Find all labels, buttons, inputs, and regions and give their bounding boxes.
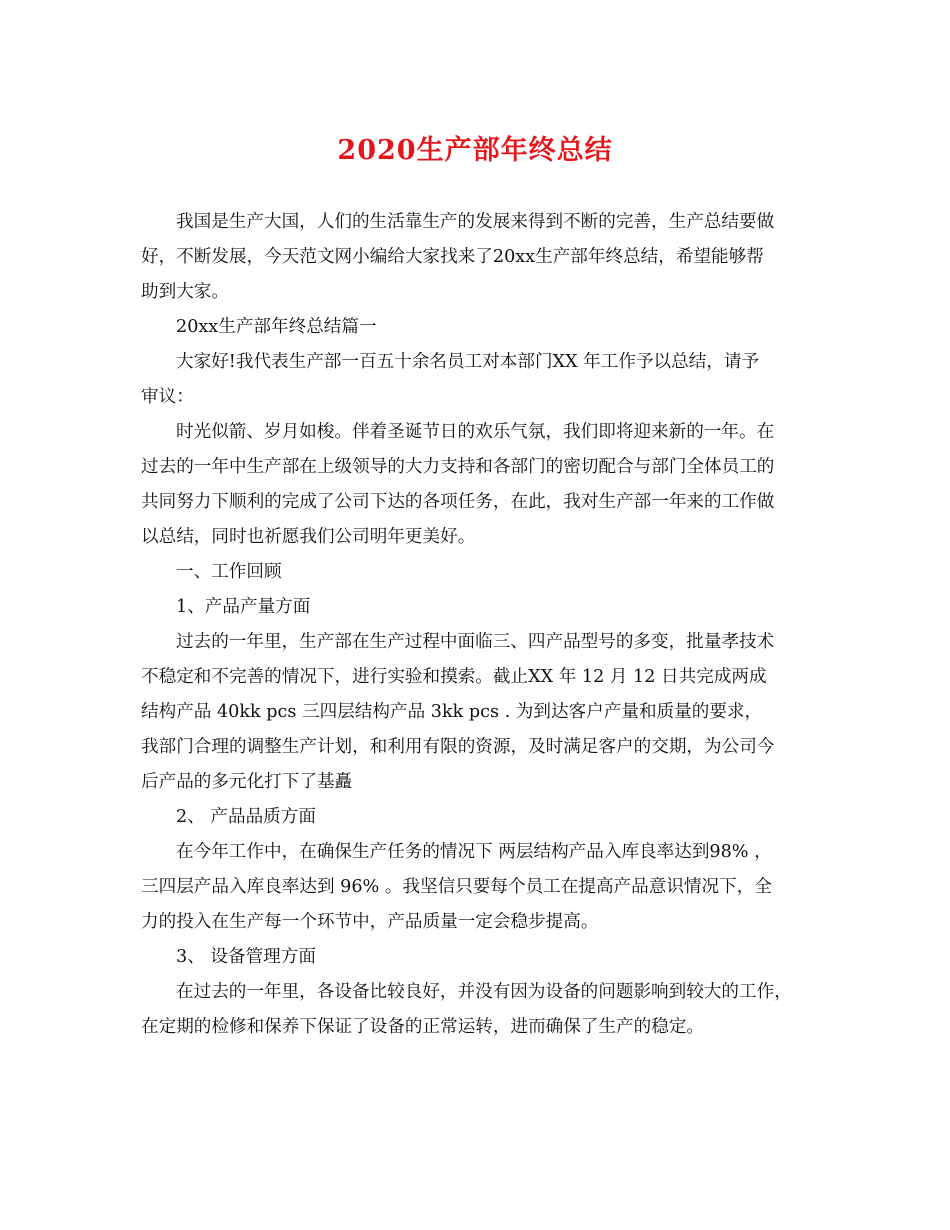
paragraph-line: 1、产品产量方面 [176, 597, 311, 617]
paragraph-line: 结构产品 40kk pcs 三四层结构产品 3kk pcs . 为到达客户产量和质量的要求， [141, 702, 763, 722]
paragraph-line: 我国是生产大国，人们的生活靠生产的发展来得到不断的完善，生产总结要做 [176, 212, 775, 232]
paragraph-line: 不稳定和不完善的情况下，进行实验和摸索。截止XX 年 12 月 12 日共完成两成 [141, 667, 767, 687]
paragraph-line: 在今年工作中，在确保生产任务的情况下 两层结构产品入库良率达到98% ， [176, 842, 772, 862]
document-title: 2020生产部年终总结 [337, 135, 613, 166]
paragraph-line: 20xx生产部年终总结篇一 [176, 317, 377, 337]
paragraph-line: 我部门合理的调整生产计划，和利用有限的资源，及时满足客户的交期，为公司今 [141, 737, 775, 757]
paragraph-line: 共同努力下顺利的完成了公司下达的各项任务，在此，我对生产部一年来的工作做 [141, 492, 775, 512]
paragraph-line: 在过去的一年里，各设备比较良好，并没有因为设备的问题影响到较大的工作， [176, 982, 792, 1002]
paragraph-line: 以总结，同时也祈愿我们公司明年更美好。 [141, 527, 476, 547]
paragraph-line: 审议： [141, 387, 194, 407]
paragraph-line: 一、工作回顾 [176, 562, 282, 582]
paragraph-line: 在定期的检修和保养下保证了设备的正常运转，进而确保了生产的稳定。 [141, 1017, 705, 1037]
paragraph-line: 好，不断发展，今天范文网小编给大家找来了20xx生产部年终总结，希望能够帮 [141, 247, 764, 267]
paragraph-line: 2、 产品品质方面 [176, 807, 316, 827]
paragraph-line: 力的投入在生产每一个环节中，产品质量一定会稳步提高。 [141, 912, 599, 932]
paragraph-line: 三四层产品入库良率达到 96% 。我坚信只要每个员工在提高产品意识情况下，全 [141, 877, 772, 897]
paragraph-line: 时光似箭、岁月如梭。伴着圣诞节日的欢乐气氛，我们即将迎来新的一年。在 [176, 422, 775, 442]
paragraph-line: 助到大家。 [141, 282, 229, 302]
paragraph-line: 过去的一年里，生产部在生产过程中面临三、四产品型号的多变，批量孝技术 [176, 632, 775, 652]
paragraph-line: 大家好!我代表生产部一百五十余名员工对本部门XX 年工作予以总结，请予 [176, 352, 760, 372]
paragraph-line: 后产品的多元化打下了基矗 [141, 772, 353, 792]
paragraph-line: 过去的一年中生产部在上级领导的大力支持和各部门的密切配合与部门全体员工的 [141, 457, 775, 477]
paragraph-line: 3、 设备管理方面 [176, 947, 316, 967]
